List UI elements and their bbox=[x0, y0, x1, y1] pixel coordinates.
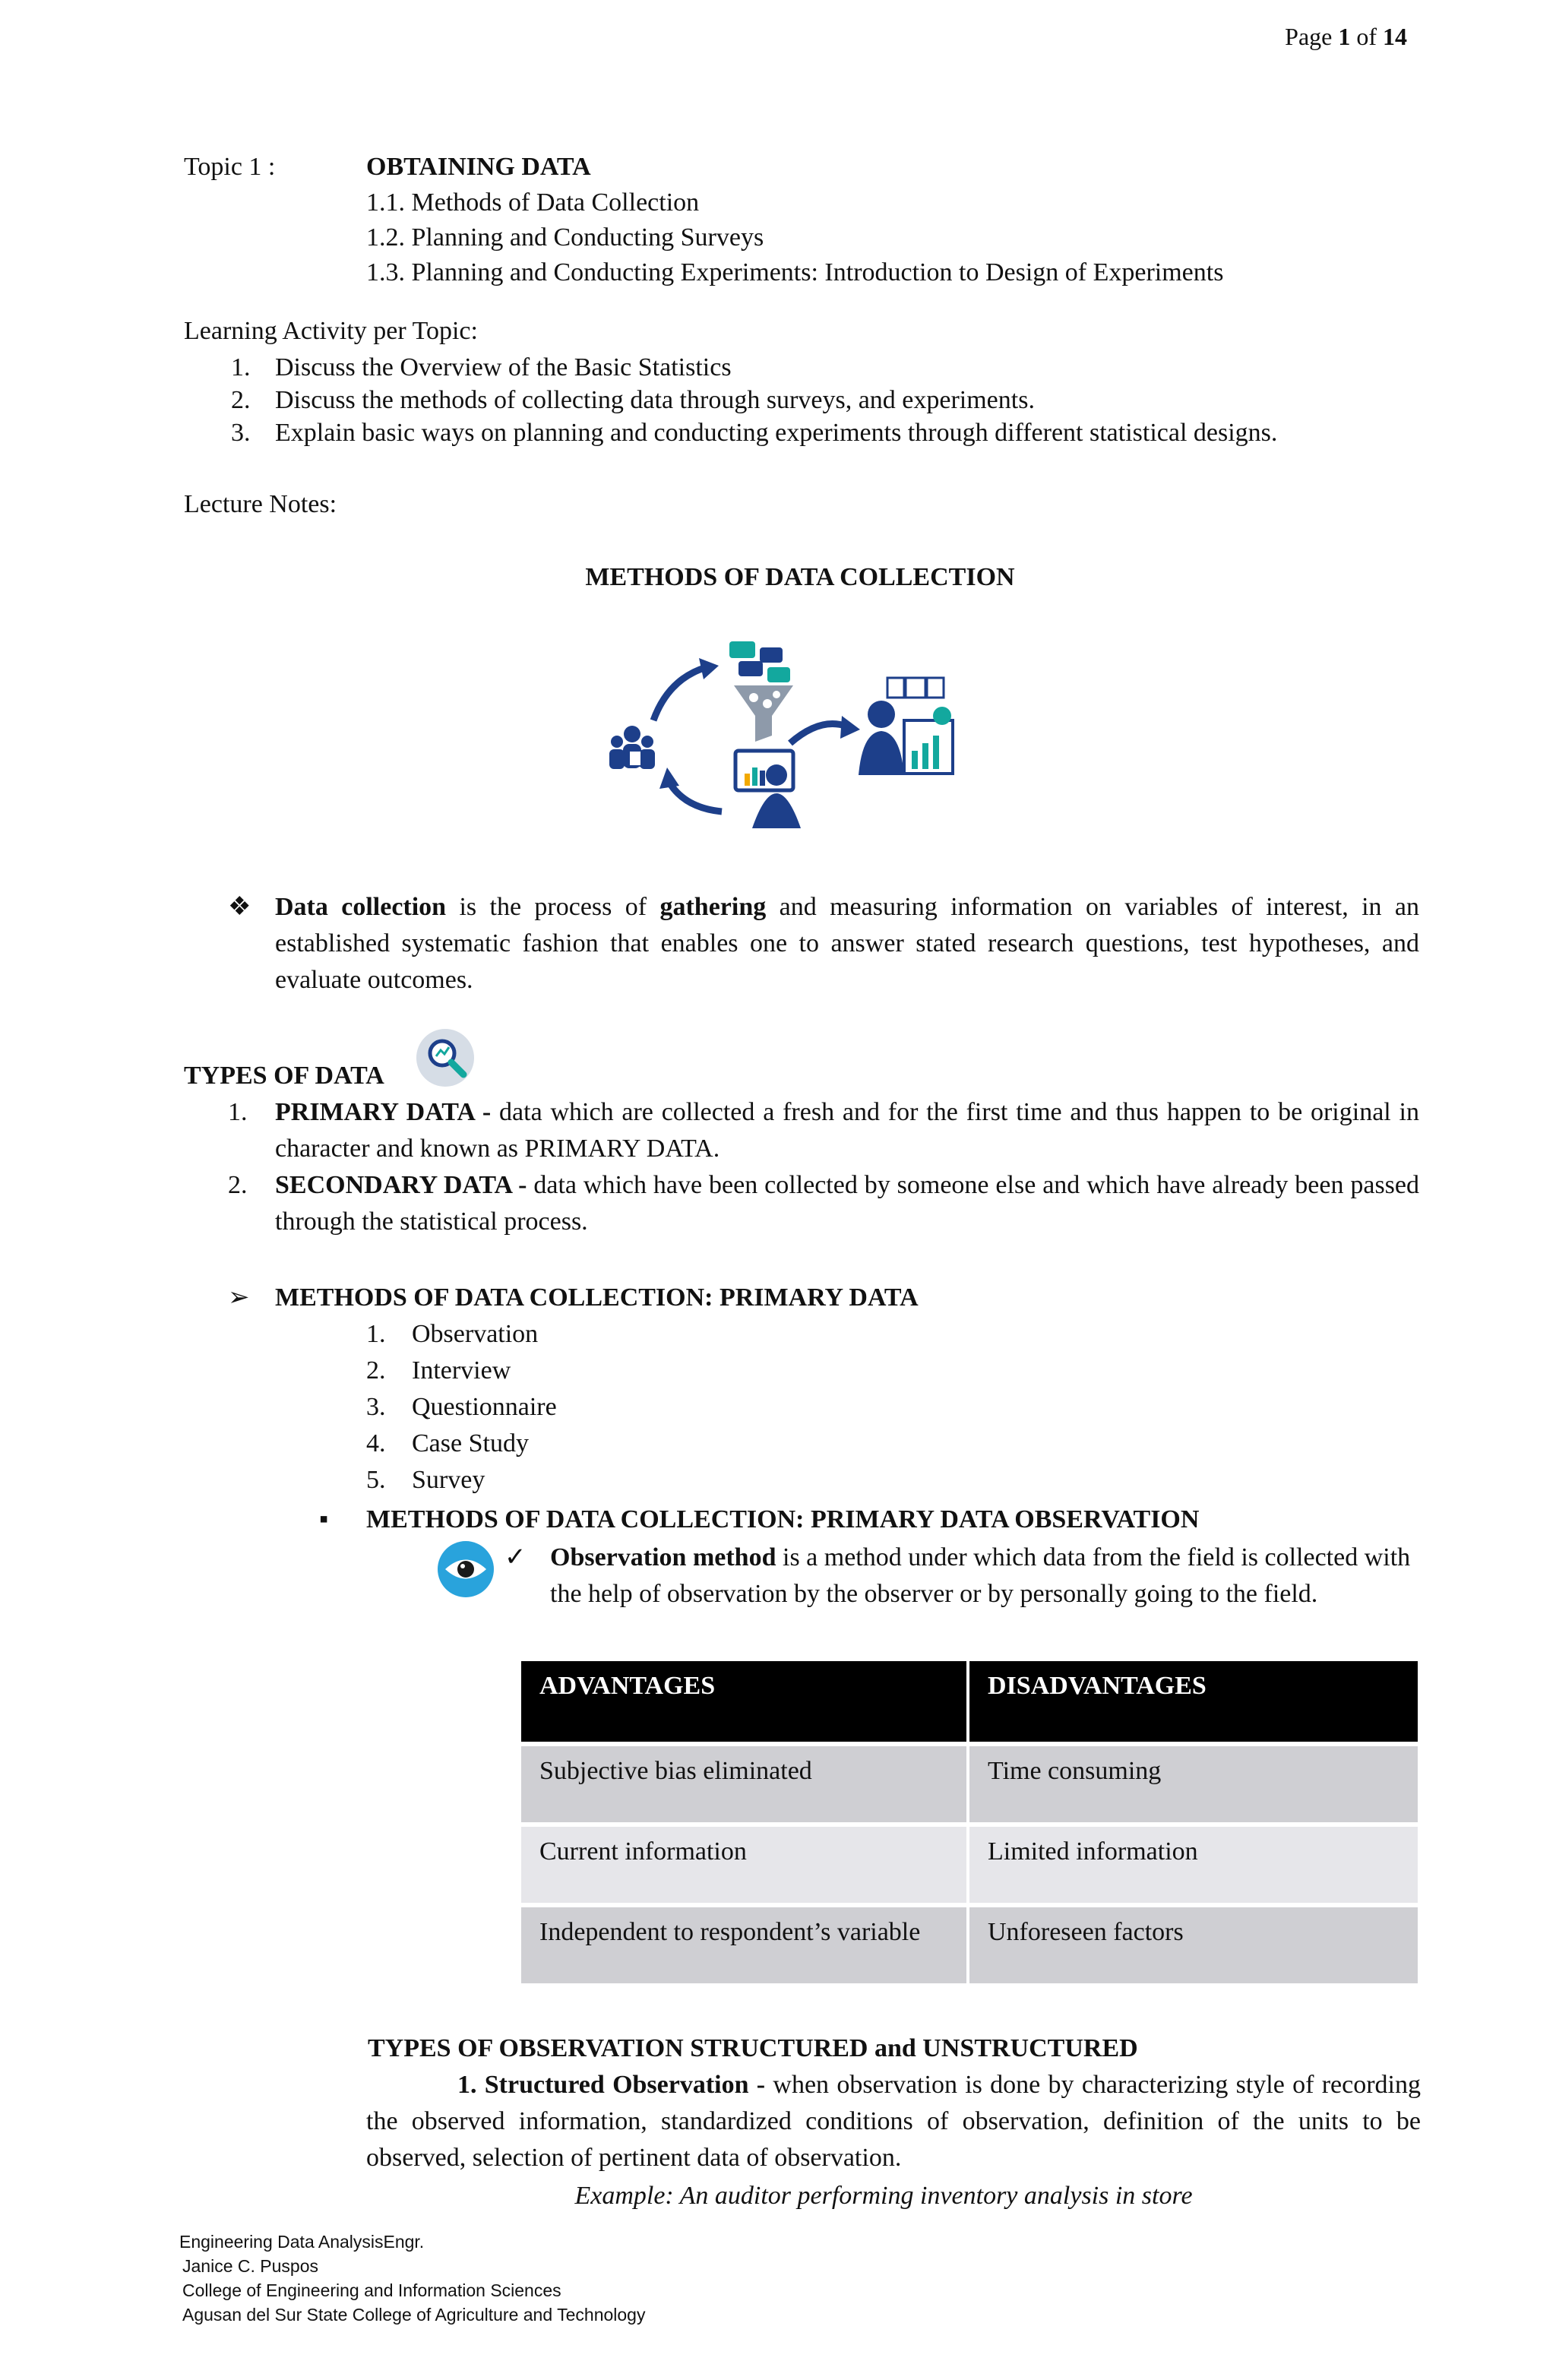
footer-line: College of Engineering and Information Sciences bbox=[182, 2280, 561, 2300]
table-row bbox=[521, 1903, 1421, 1983]
section-title: METHODS OF DATA COLLECTION bbox=[585, 563, 1015, 591]
eye-icon bbox=[436, 1540, 495, 1599]
footer-line: Engineering Data AnalysisEngr. bbox=[179, 2232, 425, 2252]
page-footer bbox=[179, 2230, 645, 2327]
list-item: 2. SECONDARY DATA - data which have been collected by someone else and which have already been passed through the statistical process. bbox=[228, 1171, 1419, 1236]
observation-paragraph: Observation method is a method under which data from the field is collected with the help of observation by the observer or by personally going to the field. bbox=[550, 1543, 1411, 1608]
topic-label: Topic 1 : bbox=[184, 153, 276, 181]
table-cell: Independent to respondent’s variable bbox=[521, 1903, 969, 1983]
list-item: 3. Explain basic ways on planning and conducting experiments through different statistical designs. bbox=[231, 419, 1278, 447]
types-list bbox=[228, 1094, 1419, 1240]
chat-bubbles-icon bbox=[729, 641, 790, 682]
people-group-icon bbox=[609, 726, 655, 769]
subtopic: 1.3. Planning and Conducting Experiments: Introduction to Design of Experiments bbox=[366, 258, 1224, 286]
learning-list bbox=[231, 351, 1277, 449]
footer-line: Janice C. Puspos bbox=[182, 2256, 318, 2276]
table-row bbox=[521, 1742, 1421, 1822]
observation-types-heading: TYPES OF OBSERVATION STRUCTURED and UNSTRUCTURED bbox=[368, 2034, 1138, 2062]
table-cell: Time consuming bbox=[969, 1742, 1421, 1822]
types-heading: TYPES OF DATA bbox=[184, 1062, 384, 1090]
definition-bullet: ❖ bbox=[228, 893, 251, 921]
methods-primary-heading: METHODS OF DATA COLLECTION: PRIMARY DATA bbox=[275, 1283, 919, 1312]
table-cell: Subjective bias eliminated bbox=[521, 1742, 969, 1822]
list-item: 5. Survey bbox=[366, 1466, 485, 1494]
list-item: 2. Discuss the methods of collecting data through surveys, and experiments. bbox=[231, 386, 1035, 414]
data-collection-cycle-illustration bbox=[600, 637, 957, 834]
advantages-header: ADVANTAGES bbox=[521, 1661, 969, 1742]
methods-primary-list bbox=[366, 1316, 557, 1499]
table-header-row bbox=[521, 1661, 1421, 1742]
analyst-monitor-icon bbox=[735, 751, 801, 828]
arrow-bullet: ➢ bbox=[228, 1283, 250, 1312]
structured-observation-paragraph: 1. Structured Observation - when observation is done by characterizing style of recording the observed information, standardized conditions of observation, definition of the units to be observed, selection of pertinent data of observation. bbox=[366, 2071, 1421, 2172]
observation-heading: METHODS OF DATA COLLECTION: PRIMARY DATA OBSERVATION bbox=[366, 1505, 1200, 1533]
page-number: Page 1 of 14 bbox=[1285, 23, 1407, 50]
topic-block bbox=[366, 149, 1223, 290]
subtopic: 1.1. Methods of Data Collection bbox=[366, 188, 700, 217]
lecture-heading: Lecture Notes: bbox=[184, 490, 337, 518]
businessman-chart-icon bbox=[859, 678, 953, 775]
table-row bbox=[521, 1822, 1421, 1903]
list-item: 3. Questionnaire bbox=[366, 1393, 557, 1421]
list-item: 4. Case Study bbox=[366, 1429, 529, 1457]
example-text: Example: An auditor performing inventory analysis in store bbox=[574, 2182, 1193, 2210]
definition-paragraph: Data collection is the process of gathering and measuring information on variables of interest, in an established systematic fashion that enables one to answer stated research questions, test hypotheses, and evaluate outcomes. bbox=[275, 893, 1419, 994]
list-item: 1. PRIMARY DATA - data which are collected a fresh and for the first time and thus happen to be original in character and known as PRIMARY DATA. bbox=[228, 1098, 1419, 1163]
table-cell: Unforeseen factors bbox=[969, 1903, 1421, 1983]
list-item: 2. Interview bbox=[366, 1356, 511, 1385]
list-item: 1. Discuss the Overview of the Basic Statistics bbox=[231, 353, 732, 381]
funnel-icon bbox=[734, 685, 793, 742]
advantages-disadvantages-table bbox=[521, 1661, 1421, 1983]
list-item: 1. Observation bbox=[366, 1320, 539, 1348]
learning-heading: Learning Activity per Topic: bbox=[184, 317, 478, 345]
check-bullet: ✓ bbox=[504, 1543, 527, 1571]
table-cell: Current information bbox=[521, 1822, 969, 1903]
disadvantages-header: DISADVANTAGES bbox=[969, 1661, 1421, 1742]
table-cell: Limited information bbox=[969, 1822, 1421, 1903]
topic-title: OBTAINING DATA bbox=[366, 153, 591, 181]
square-bullet: ▪ bbox=[319, 1505, 329, 1533]
footer-line: Agusan del Sur State College of Agriculture and Technology bbox=[182, 2305, 646, 2325]
subtopic: 1.2. Planning and Conducting Surveys bbox=[366, 223, 764, 252]
magnifier-icon bbox=[415, 1027, 476, 1088]
